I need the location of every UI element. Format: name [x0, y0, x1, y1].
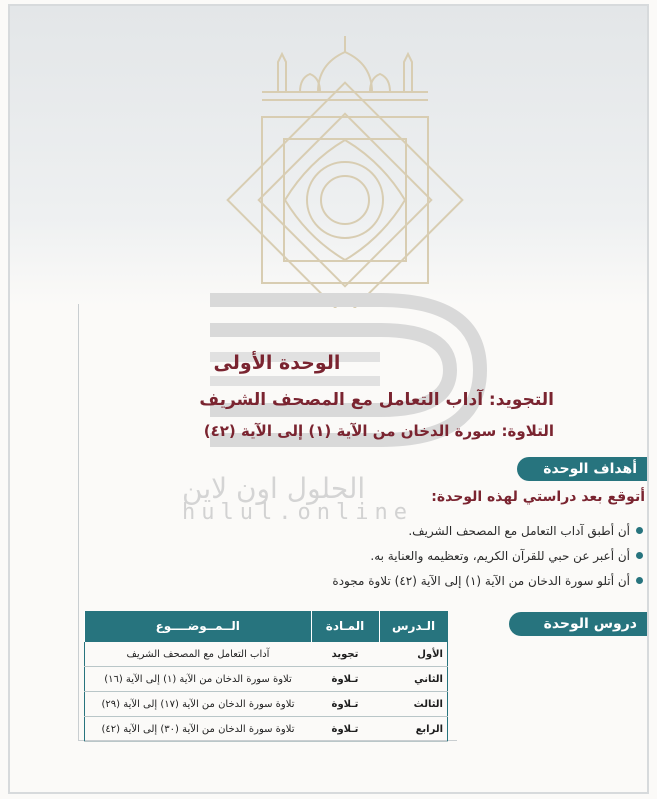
- topic-cell: تلاوة سورة الدخان من الآية (١٧) إلى الآية (٢٩): [85, 692, 312, 717]
- table-row: [85, 642, 448, 667]
- tilawa-topic: التلاوة: سورة الدخان من الآية (١) إلى الآية (٤٢): [203, 422, 554, 440]
- lesson-cell: الثالث: [379, 692, 448, 717]
- subject-cell: تـلاوة: [311, 692, 379, 717]
- topic-cell: تلاوة سورة الدخان من الآية (٣٠) إلى الآية (٤٢): [85, 717, 312, 742]
- goal-text: أن أعبر عن حبي للقرآن الكريم، وتعظيمه والعناية به.: [370, 548, 630, 563]
- watermark-english-text: hulul.online: [182, 500, 413, 525]
- table-row: [85, 692, 448, 717]
- goal-text: أن أطبق آداب التعامل مع المصحف الشريف.: [408, 523, 630, 538]
- goal-item: [223, 518, 643, 543]
- goal-text: أن أتلو سورة الدخان من الآية (١) إلى الآية (٤٢) تلاوة مجودة: [332, 573, 630, 588]
- tajweed-topic: التجويد: آداب التعامل مع المصحف الشريف: [199, 390, 554, 410]
- topic-cell: تلاوة سورة الدخان من الآية (١) إلى الآية (١٦): [85, 667, 312, 692]
- mosque-ornament-icon: [222, 22, 468, 308]
- unit-lessons-tab: دروس الوحدة: [509, 612, 647, 636]
- unit-title: الوحدة الأولى: [213, 352, 341, 374]
- watermark-arabic-text: الحلول اون لاين: [182, 472, 366, 505]
- subject-cell: تـلاوة: [311, 717, 379, 742]
- bullet-icon: [636, 577, 643, 584]
- table-header-row: [85, 611, 448, 642]
- goals-list: [223, 518, 643, 593]
- table-row: [85, 667, 448, 692]
- subject-cell: تجويد: [311, 642, 379, 667]
- lesson-cell: الرابع: [379, 717, 448, 742]
- unit-goals-tab: أهداف الوحدة: [517, 457, 647, 481]
- bullet-icon: [636, 552, 643, 559]
- topic-cell: آداب التعامل مع المصحف الشريف: [85, 642, 312, 667]
- table-row: [85, 717, 448, 742]
- goals-intro: أتوقع بعد دراستي لهذه الوحدة:: [431, 489, 645, 505]
- goal-item: [223, 568, 643, 593]
- header-lesson: الـدرس: [379, 611, 448, 642]
- lesson-cell: الأول: [379, 642, 448, 667]
- lesson-cell: الثاني: [379, 667, 448, 692]
- lessons-table: [84, 611, 448, 742]
- goal-item: [223, 543, 643, 568]
- subject-cell: تـلاوة: [311, 667, 379, 692]
- header-topic: الــمــوضــــوع: [85, 611, 312, 642]
- bullet-icon: [636, 527, 643, 534]
- header-subject: المـادة: [311, 611, 379, 642]
